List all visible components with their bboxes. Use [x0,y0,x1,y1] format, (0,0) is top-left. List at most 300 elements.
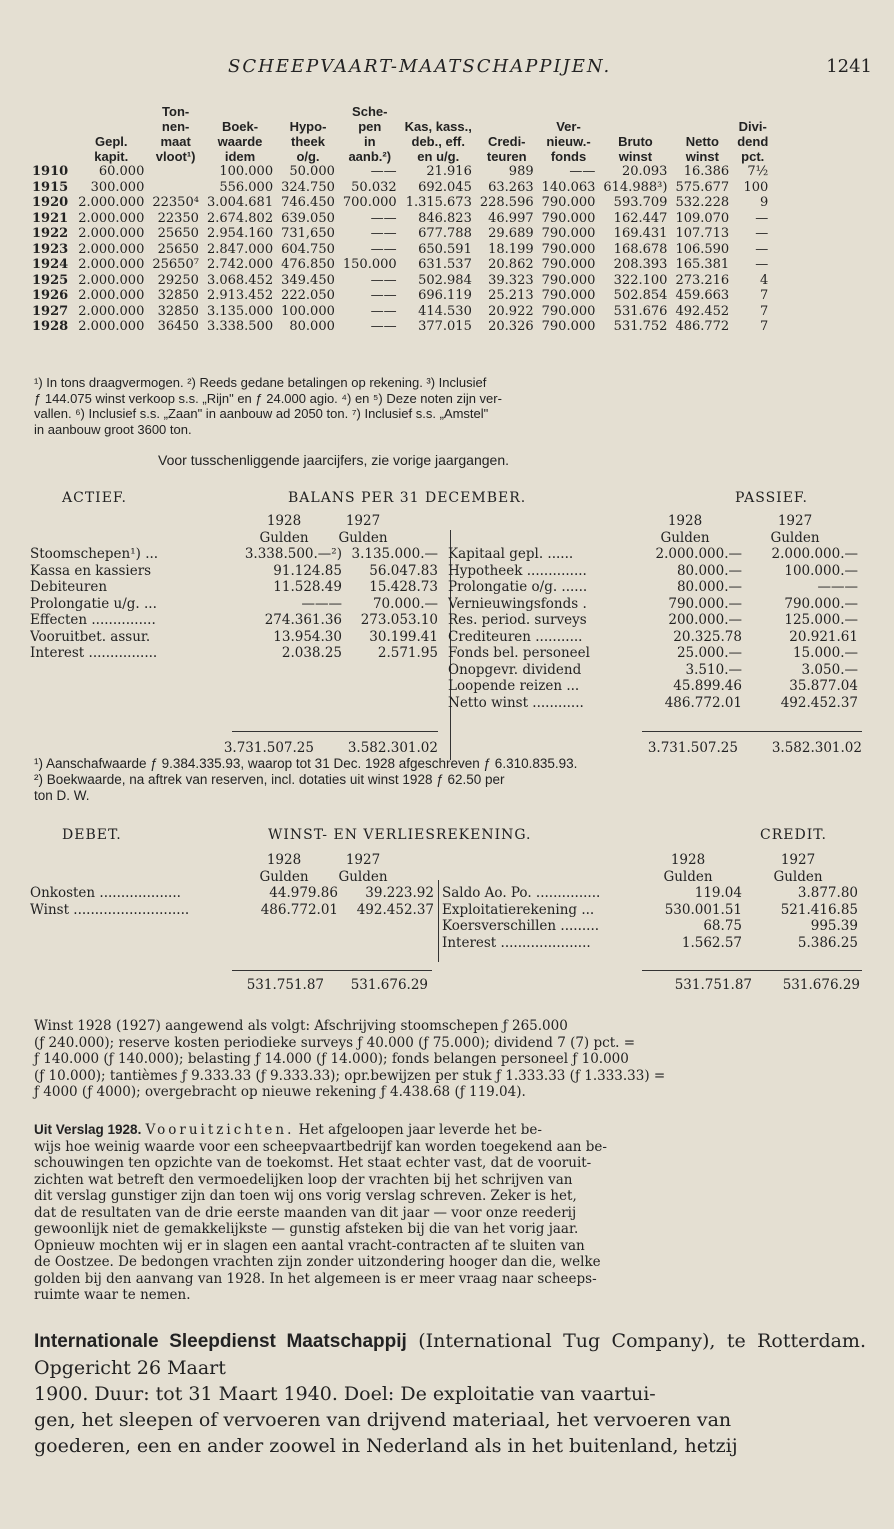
text-line: (ƒ 240.000); reserve kosten periodieke surveys ƒ 40.000 (ƒ 75.000); dividend 7 (7) pct. = [34,1034,636,1051]
fleet-header-cell: nen- [161,119,190,134]
ledger-label: Effecten ............... [30,612,156,628]
ledger-row [30,596,452,613]
ledger-row [442,918,868,935]
amount-1928: 530.001.51 [664,901,742,918]
fleet-header-cell [28,119,74,134]
fleet-header-cell: pen [358,119,382,134]
table-cell: 502.984 [418,272,472,288]
fleet-header-row [28,104,772,119]
table-cell: 165.381 [675,257,730,272]
table-cell: 700.000 [342,195,397,210]
table-cell: 63.263 [488,179,534,195]
table-cell: 476.850 [281,257,335,272]
table-cell: —— [370,272,397,288]
table-cell: 273.216 [675,272,730,288]
table-cell: 989 [508,164,534,179]
fleet-note-line: in aanbouw groot 3600 ton. [34,421,192,437]
year-1928: 1928 [667,513,703,529]
table-cell: 790.000 [541,288,596,303]
year-1928: 1928 [670,852,706,868]
table-cell: 846.823 [418,210,472,226]
fleet-header-cell [74,119,148,134]
table-cell: 3.338.500 [206,319,274,334]
fleet-header-row [28,119,772,134]
ledger-label: Vooruitbet. assur. [30,628,151,645]
currency-label: Gulden [660,529,710,546]
balance-note-line: ¹) Aanschafwaarde ƒ 9.384.335.93, waarop tot 31 Dec. 1928 afgeschreven ƒ 6.310.835.93. [34,756,578,771]
ledger-row [30,645,452,662]
fleet-header-cell [28,149,74,164]
ledger-label: Hypotheek .............. [448,562,587,579]
table-cell: 39.323 [488,272,534,288]
table-cell: 377.015 [418,319,472,334]
table-cell: 2.742.000 [206,257,274,272]
table-cell: 790.000 [541,210,596,226]
ledger-label: Winst ........................... [30,901,190,918]
amount-1927: 492.452.37 [356,901,434,918]
table-cell: — [755,257,769,272]
table-cell: 109.070 [675,210,730,226]
fleet-header-cell [476,104,538,119]
table-cell: 20.093 [621,164,668,179]
page-number: 1241 [826,56,872,77]
table-cell: 349.450 [281,272,335,288]
ledger-label: Debiteuren [30,579,108,595]
total-rule [232,731,438,732]
table-cell: 324.750 [281,179,335,195]
table-row [28,164,772,180]
year-cell: 1910 [32,164,69,179]
company-name: Internationale Sleepdienst Maatschappij [34,1331,407,1352]
amount-1927: 995.39 [810,918,858,934]
table-cell: 50.032 [351,179,397,195]
amount-1927: 35.877.04 [789,678,858,694]
table-cell: 2.000.000 [78,226,145,241]
balance-note-line: ²) Boekwaarde, na aftrek van reserven, incl. dotaties uit winst 1928 ƒ 62.50 per [34,772,505,787]
text-line: Het afgeloopen jaar leverde het be- [298,1122,542,1138]
currency-label: Gulden [773,868,823,885]
currency-label: Gulden [770,529,820,546]
year-cell: 1921 [32,210,69,226]
table-cell: 222.050 [281,288,335,303]
fleet-header-cell [599,104,671,119]
fleet-header-cell: waarde [217,134,263,149]
table-cell: —— [370,303,397,319]
table-cell: —— [370,226,397,241]
ledger-label: Prolongatie u/g. ... [30,595,157,612]
total-1928: 531.751.87 [246,977,324,993]
table-cell: 731,650 [281,226,335,241]
fleet-header-cell: theek [291,134,325,149]
table-row [28,273,772,289]
balance-title: BALANS PER 31 DECEMBER. [288,490,527,506]
table-cell: 459.663 [675,288,730,303]
credit-total [636,977,864,994]
fleet-header-cell: dend [737,134,769,149]
fleet-header-cell: aanb.²) [348,149,392,164]
table-row [28,226,772,242]
table-cell: 790.000 [541,303,596,319]
annual-report [34,1122,866,1304]
ledger-label: Onkosten ................... [30,885,181,901]
amount-1927: 70.000.— [372,595,438,612]
text-line: Winst 1928 (1927) aangewend als volgt: Afschrijving stoomschepen ƒ 265.000 [34,1018,568,1034]
year-cell: 1925 [32,272,69,288]
ledger-label: Vernieuwingsfonds . [448,595,587,612]
table-cell: 631.537 [418,257,472,272]
fleet-header-cell: Gepl. [95,134,128,149]
table-row [28,319,772,335]
table-cell: 25650⁷ [152,257,199,272]
credit-title: CREDIT. [760,827,827,843]
fleet-header-cell: maat [160,134,191,149]
fleet-header-cell [203,104,277,119]
table-cell: 486.772 [675,319,730,334]
table-cell: 593.709 [613,195,668,210]
table-cell: 2.000.000 [78,319,145,334]
year-cell: 1927 [32,303,69,319]
amount-1927: 56.047.83 [369,562,438,579]
amount-1927: 39.223.92 [365,885,434,901]
table-cell: 80.000 [289,319,335,334]
year-1928: 1928 [266,852,302,868]
fleet-header-cell: winst [685,149,719,164]
ledger-label: Crediteuren ........... [448,628,583,645]
fleet-header-cell: Kas, kass., [404,119,472,134]
table-cell: 46.997 [488,210,534,226]
report-subtitle: Vooruitzichten. [145,1122,295,1138]
fleet-header-cell: o/g. [296,149,320,164]
ledger-row [30,902,442,919]
ledger-label: Kapitaal gepl. ...... [448,546,574,562]
ledger-label: Res. period. surveys [448,612,587,628]
total-rule [232,970,432,971]
passief-ledger [448,513,868,711]
currency-label: Gulden [663,868,713,885]
fleet-header-cell: Hypo- [289,119,327,134]
table-cell: 2.000.000 [78,272,145,288]
table-cell: —— [370,164,397,179]
pl-title: WINST- EN VERLIESREKENING. [268,827,532,843]
year-1928: 1928 [266,513,302,529]
company-entry [34,1328,866,1459]
amount-1928: 2.000.000.— [655,546,742,562]
table-cell: 639.050 [281,210,335,226]
ledger-label: Fonds bel. personeel [448,645,590,661]
running-header [0,56,894,84]
table-cell: 790.000 [541,195,596,210]
table-cell: 4 [759,272,769,288]
fleet-header-cell: winst [618,149,653,164]
fleet-header-cell: fonds [550,149,587,164]
table-cell: 16.386 [683,164,730,179]
table-row [28,242,772,258]
table-cell: 9 [759,195,769,210]
table-row [28,288,772,304]
table-cell: 532.228 [675,195,730,210]
currency-label: Gulden [338,868,388,885]
ledger-row [30,546,452,563]
ledger-row [448,662,868,679]
table-cell: 140.063 [541,179,596,195]
total-rule [642,731,862,732]
table-cell: 107.713 [675,226,730,241]
table-cell: 2.000.000 [78,288,145,303]
amount-1928: 45.899.46 [673,678,742,694]
table-cell: 7 [759,288,769,303]
amount-1928: 80.000.— [676,562,742,579]
amount-1928: 91.124.85 [273,562,342,579]
ledger-row [448,695,868,712]
table-cell: 21.916 [426,164,472,179]
fleet-header-cell [28,134,74,149]
table-cell: —— [370,241,397,257]
amount-1928: 2.038.25 [281,645,342,661]
table-cell: 2.000.000 [78,303,145,319]
ledger-row [448,645,868,662]
table-cell: 32850 [157,288,199,303]
fleet-header-row [28,149,772,164]
currency-label: Gulden [338,529,388,546]
table-cell: — [755,241,769,257]
fleet-header-cell: idem [224,149,256,164]
table-cell: 790.000 [541,226,596,241]
fleet-header-cell [28,104,74,119]
year-1927: 1927 [345,852,381,868]
ledger-label: Koersverschillen ......... [442,918,600,934]
total-1927: 531.676.29 [350,977,428,993]
text-line: (International Tug Company), te Rotterdam. Opgericht 26 Maart [34,1330,866,1379]
table-cell: 2.000.000 [78,241,145,257]
pl-divider [438,880,439,962]
ledger-row [30,579,452,596]
table-cell: 2.674.802 [206,210,274,226]
table-row [28,180,772,196]
amount-1927: 2.000.000.— [771,546,858,562]
ledger-label: Exploitatierekening ... [442,901,595,918]
table-cell: 168.678 [613,241,668,257]
amount-1928: 20.325.78 [673,628,742,645]
table-cell: 531.676 [613,303,668,319]
debet-total [196,977,432,994]
table-cell: 3.068.452 [206,272,274,288]
fleet-header-cell: Ton- [162,104,190,119]
total-1928: 3.731.507.25 [647,740,738,756]
amount-1927: 15.428.73 [369,579,438,595]
table-cell: 414.530 [418,303,472,319]
table-cell: 3.135.000 [206,303,274,319]
amount-1928: 80.000.— [676,579,742,595]
table-cell: 746.450 [281,195,335,210]
fleet-header-cell [476,119,538,134]
ledger-row [448,546,868,563]
table-row [28,211,772,227]
fleet-header-cell: Sche- [352,104,388,119]
table-cell: —— [370,210,397,226]
currency-label: Gulden [259,529,309,546]
actief-title: ACTIEF. [62,490,127,506]
ledger-label: Onopgevr. dividend [448,661,582,678]
amount-1927: 5.386.25 [797,934,858,951]
year-1927: 1927 [780,852,816,868]
amount-1928: 3.338.500.—²) [244,546,342,562]
text-line: de Oostzee. De bedongen vrachten zijn zonder uitzondering hooger dan die, welke [34,1254,601,1270]
table-cell: 29250 [157,272,199,288]
amount-1928: 3.510.— [685,661,742,678]
table-cell: 100.000 [281,303,335,319]
fleet-header-cell [538,104,600,119]
table-cell: 208.393 [613,257,668,272]
table-row [28,257,772,273]
table-cell: —— [569,164,596,179]
table-cell: 100 [743,179,769,195]
text-line: 1900. Duur: tot 31 Maart 1940. Doel: De exploitatie van vaartui- [34,1383,656,1405]
credit-ledger [442,852,868,951]
text-line: wijs hoe weinig waarde voor een scheepvaartbedrijf kan worden toegekend aan be- [34,1138,607,1155]
fleet-header-row [28,134,772,149]
table-cell [148,180,203,196]
fleet-header-cell: Divi- [738,119,767,134]
ledger-label: Interest ................ [30,645,158,661]
table-cell: 7 [759,303,769,319]
fleet-note-line: ¹) In tons draagvermogen. ²) Reeds gedane betalingen op rekening. ³) Inclusief [34,375,487,390]
text-line: ƒ 4000 (ƒ 4000); overgebracht op nieuwe rekening ƒ 4.438.68 (ƒ 119.04). [34,1084,526,1100]
year-cell: 1922 [32,226,69,241]
fleet-header-cell: Netto [685,134,719,149]
amount-1928: 1.562.57 [681,934,742,951]
table-cell: 150.000 [342,257,397,272]
fleet-header-cell: Ver- [556,119,581,134]
table-cell: 60.000 [98,164,145,179]
amount-1928: 11.528.49 [273,579,342,595]
fleet-header-cell: deb., eff. [411,134,465,149]
table-cell: 790.000 [541,319,596,334]
amount-1928: 119.04 [694,885,742,901]
amount-1927: 790.000.— [784,595,858,612]
amount-1927: 20.921.61 [789,628,858,645]
currency-label: Gulden [259,868,309,885]
balance-notes [34,756,870,804]
text-line: goederen, een en ander zoowel in Nederland als in het buitenland, hetzij [34,1435,738,1457]
table-cell: 100.000 [219,164,274,179]
text-line: zichten wat betreft den vermoedelijken loop der vrachten bij het schrijven van [34,1171,573,1188]
table-cell: 677.788 [418,226,472,241]
text-line: Opnieuw mochten wij er in slagen een aantal vracht-contracten af te sluiten van [34,1237,585,1254]
ledger-row [448,596,868,613]
amount-1927: 3.877.80 [797,885,858,901]
table-cell: 20.922 [488,303,534,319]
running-title: SCHEEPVAART-MAATSCHAPPIJEN. [228,56,612,77]
table-cell: 3.004.681 [206,195,274,210]
total-1928: 3.731.507.25 [223,740,314,756]
text-line: gewoonlijk niet de gemakkelijkste — gunstig afsteken bij die van het vorig jaar. [34,1221,579,1237]
fleet-header-cell [401,104,476,119]
fleet-header-cell: pct. [741,149,765,164]
text-line: (ƒ 10.000); tantièmes ƒ 9.333.33 (ƒ 9.333.33); opr.bewijzen per stuk ƒ 1.333.33 (ƒ 1.333.33) = [34,1067,666,1084]
total-1927: 3.582.301.02 [771,740,862,756]
ledger-label: Kassa en kassiers [30,562,152,579]
table-cell: 36450 [157,319,199,334]
year-cell: 1924 [32,257,69,272]
fleet-header-cell [277,104,339,119]
amount-1927: 3.135.000.— [351,546,438,562]
fleet-header-cell [671,119,733,134]
total-1927: 3.582.301.02 [347,740,438,756]
fleet-header-cell: teuren [486,149,527,164]
profit-allocation [34,1018,866,1101]
text-line: schouwingen ten opzichte van de toekomst. Het staat echter vast, dat de vooruit- [34,1155,592,1171]
fleet-notes [34,375,870,437]
total-1927: 531.676.29 [782,977,860,993]
table-cell: 32850 [157,303,199,319]
table-cell: 169.431 [613,226,668,241]
amount-1928: 486.772.01 [664,694,742,711]
fleet-header-cell [74,104,148,119]
ledger-label: Interest ..................... [442,934,591,951]
fleet-header-cell: nieuw.- [546,134,591,149]
fleet-header-cell: vloot¹) [155,149,196,164]
interim-note: Voor tusschenliggende jaarcijfers, zie vorige jaargangen. [158,452,509,468]
amount-1928: 13.954.30 [273,628,342,645]
ledger-row [448,563,868,580]
fleet-header-cell [671,104,733,119]
table-cell: 29.689 [488,226,534,241]
amount-1927: 30.199.41 [369,628,438,645]
table-cell: 20.862 [488,257,534,272]
year-cell: 1915 [32,179,69,195]
ledger-row [30,629,452,646]
table-cell: — [755,210,769,226]
amount-1927: 273.053.10 [360,612,438,628]
amount-1928: 274.361.36 [264,612,342,628]
table-cell: 106.590 [675,241,730,257]
table-cell: 25.213 [488,288,534,303]
table-cell: 2.000.000 [78,195,145,210]
ledger-row [30,612,452,629]
amount-1928: 200.000.— [668,612,742,628]
passief-title: PASSIEF. [735,490,808,506]
table-cell: 790.000 [541,272,596,288]
fleet-header-cell: kapit. [94,149,129,164]
table-cell: 25650 [157,226,199,241]
amount-1928: ——— [301,595,342,612]
balance-note-line: ton D. W. [34,788,90,803]
ledger-label: Loopende reizen ... [448,678,580,694]
amount-1928: 25.000.— [676,645,742,661]
table-cell: 2.954.160 [206,226,274,241]
year-cell: 1926 [32,288,69,303]
table-row [28,195,772,211]
amount-1927: ——— [817,579,858,595]
amount-1927: 125.000.— [784,612,858,628]
table-cell: 614.988³) [603,179,668,195]
actief-ledger [30,513,452,662]
amount-1927: 3.050.— [801,661,858,678]
text-line: ruimte waar te nemen. [34,1287,191,1303]
table-cell: 7½ [747,164,769,179]
text-line: dit verslag gunstiger zijn dan toen wij ons vorig verslag schreven. Zeker is het, [34,1188,577,1204]
year-1927: 1927 [345,513,381,529]
ledger-row [442,885,868,902]
ledger-label: Netto winst ............ [448,694,584,711]
fleet-header-cell: in [363,134,376,149]
table-cell: 300.000 [90,179,145,195]
amount-1928: 790.000.— [668,595,742,612]
ledger-row [442,902,868,919]
table-cell: 492.452 [675,303,730,319]
year-1927: 1927 [777,513,813,529]
fleet-header-cell: Bruto [618,134,653,149]
